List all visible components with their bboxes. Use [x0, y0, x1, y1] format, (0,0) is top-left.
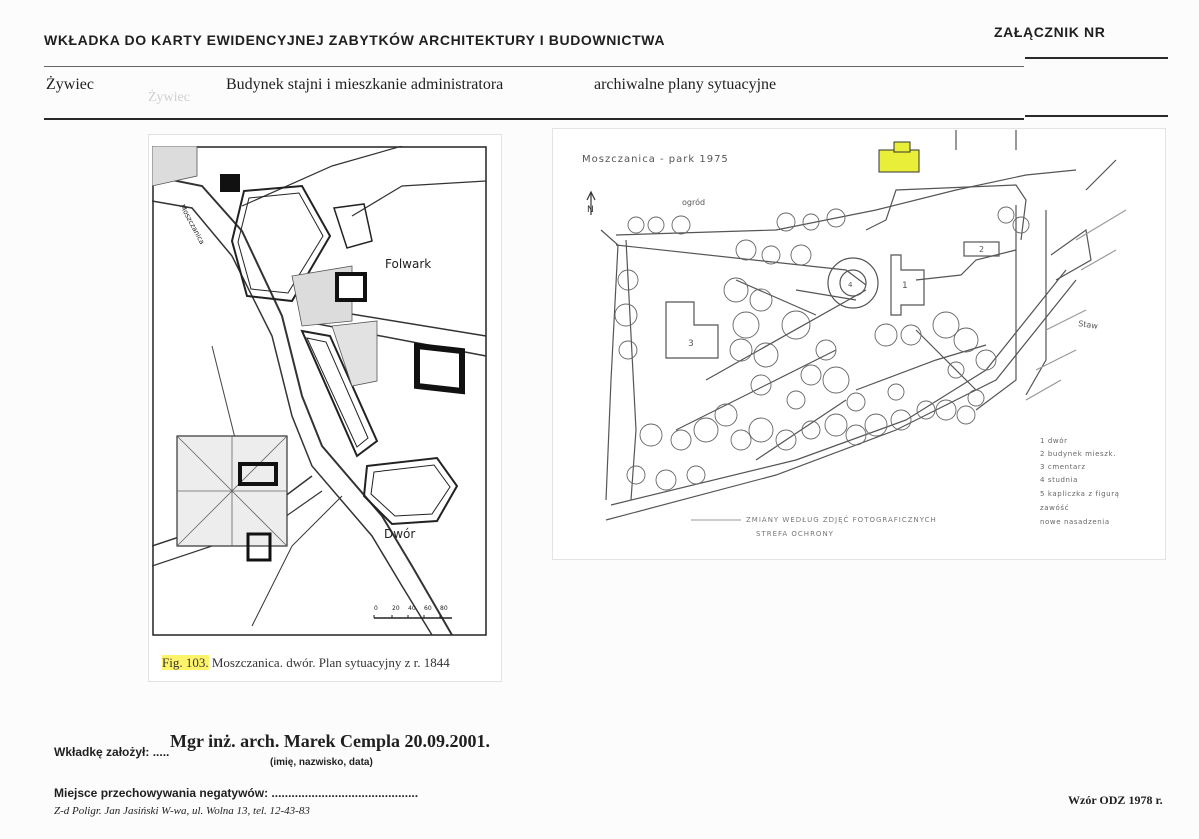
legend-item: 3 cmentarz — [1040, 463, 1086, 471]
road-label: Moszczanica — [178, 203, 206, 246]
figure-text: Moszczanica. dwór. Plan sytuacyjny z r. 1844 — [208, 655, 450, 670]
folwark-label: Folwark — [385, 257, 432, 271]
north-label: N — [587, 205, 594, 215]
pond-label: Staw — [1077, 319, 1099, 331]
svg-text:2: 2 — [979, 245, 985, 254]
scale-tick: 40 — [408, 605, 416, 612]
svg-text:4: 4 — [848, 281, 853, 289]
park-title: Moszczanica - park 1975 — [582, 154, 729, 165]
figure-number: Fig. 103. — [162, 655, 209, 670]
map-footnote: STREFA OCHRONY — [756, 530, 834, 538]
legend-item: 2 budynek mieszk. — [1040, 450, 1117, 458]
printer-imprint: Z-d Poligr. Jan Jasiński W-wa, ul. Wolna 13, tel. 12-43-83 — [54, 805, 310, 817]
negatives-location: Miejsce przechowywania negatywów: ............................................ — [54, 786, 419, 800]
form-title: WKŁADKA DO KARTY EWIDENCYJNEJ ZABYTKÓW ARCHITEKTURY I BUDOWNICTWA — [44, 32, 666, 48]
legend-item: zawóść — [1040, 504, 1070, 512]
annex-rule — [1025, 57, 1168, 59]
form-code: Wzór ODZ 1978 r. — [1068, 793, 1163, 807]
garden-label: ogród — [682, 198, 706, 207]
legend-item: nowe nasadzenia — [1040, 518, 1110, 526]
content-description: archiwalne plany sytuacyjne — [594, 76, 777, 93]
dwor-label: Dwór — [384, 527, 416, 541]
scale-tick: 20 — [392, 605, 400, 612]
author-hint: (imię, nazwisko, data) — [270, 757, 373, 768]
scale-tick: 0 — [374, 605, 378, 612]
info-row-rule-right — [1025, 115, 1168, 117]
park-legend — [1040, 437, 1120, 526]
scale-tick: 80 — [440, 605, 448, 612]
svg-text:3: 3 — [688, 339, 694, 349]
svg-text:1: 1 — [902, 281, 908, 291]
info-row-rule — [44, 118, 1024, 120]
map-footnote: ZMIANY WEDŁUG ZDJĘĆ FOTOGRAFICZNYCH — [746, 516, 937, 524]
legend-item: 4 studnia — [1040, 476, 1079, 484]
figure-caption — [162, 655, 450, 671]
author-label: Wkładkę założył: ..... — [54, 745, 170, 759]
historic-map-drawing — [152, 146, 488, 636]
scale-tick: 60 — [424, 605, 432, 612]
park-map-drawing — [556, 130, 1162, 554]
legend-item: 1 dwór — [1040, 437, 1068, 445]
object-name: Budynek stajni i mieszkanie administratora — [226, 76, 504, 93]
town-name: Żywiec — [46, 76, 94, 93]
author-signature: Mgr inż. arch. Marek Cempla 20.09.2001. — [170, 731, 490, 751]
annex-number: ZAŁĄCZNIK NR — [994, 24, 1106, 40]
top-rule — [44, 66, 1024, 67]
legend-item: 5 kapliczka z figurą — [1040, 490, 1120, 498]
ghost-text: Żywiec — [148, 90, 190, 105]
